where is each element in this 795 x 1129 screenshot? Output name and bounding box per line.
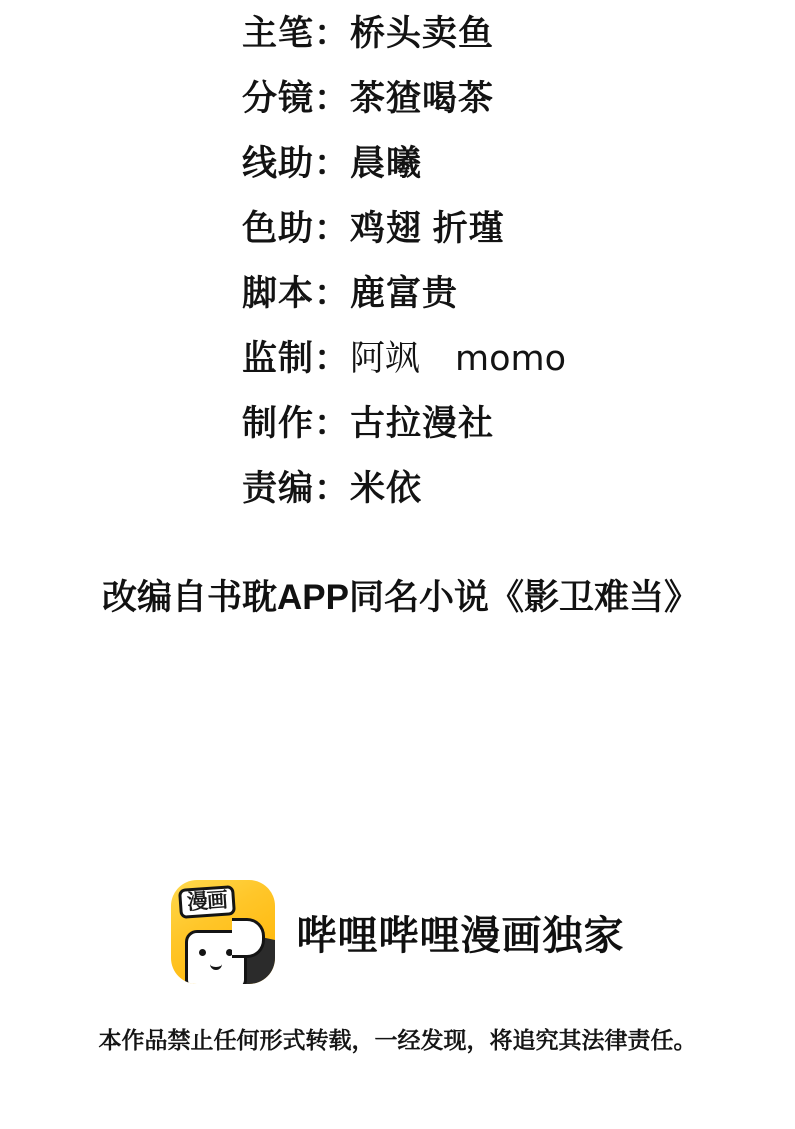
credit-row [242, 331, 795, 396]
credit-colon: ： [314, 209, 351, 248]
credit-row [242, 71, 795, 136]
credit-row [242, 266, 795, 331]
credit-row [242, 396, 795, 461]
credit-name: 茶猹喝茶 [350, 79, 495, 118]
logo-tag-label: 漫画 [178, 885, 236, 919]
credit-colon: ： [314, 79, 351, 118]
credit-colon: ： [314, 404, 351, 443]
credit-name: 鸡翅 折瑾 [350, 209, 505, 248]
credit-role: 色助 [242, 209, 315, 248]
bilibili-comics-logo-icon [171, 880, 275, 984]
credit-row [242, 6, 795, 71]
credit-role: 责编 [242, 469, 315, 508]
credit-colon: ： [314, 339, 351, 378]
credit-colon: ： [314, 144, 351, 183]
credit-row [242, 136, 795, 201]
mascot-mouth-shape [210, 961, 222, 970]
credit-colon: ： [314, 14, 351, 53]
credit-role: 分镜 [242, 79, 315, 118]
credit-name: 鹿富贵 [350, 274, 459, 313]
brand-text: 哔哩哔哩漫画独家 [296, 913, 625, 958]
credit-name: 米依 [350, 469, 423, 508]
credit-role: 线助 [242, 144, 315, 183]
mascot-ear-shape [232, 918, 265, 958]
credit-row [242, 201, 795, 266]
credit-colon: ： [314, 469, 351, 508]
credit-colon: ： [314, 274, 351, 313]
credits-list [0, 0, 795, 526]
credit-role: 主笔 [242, 14, 315, 53]
adaptation-note: 改编自书耽APP同名小说《影卫难当》 [102, 578, 699, 617]
credit-name: 晨曦 [350, 144, 423, 183]
credit-role: 监制 [242, 339, 315, 378]
brand-area [0, 880, 795, 984]
credit-name: 阿飒 momo [350, 339, 567, 379]
credit-role: 脚本 [242, 274, 315, 313]
copyright-notice: 本作品禁止任何形式转载，一经发现，将追究其法律责任。 [98, 1027, 697, 1053]
credit-name: 古拉漫社 [350, 404, 495, 443]
credit-row [242, 461, 795, 526]
credit-name: 桥头卖鱼 [350, 14, 495, 53]
credit-role: 制作 [242, 404, 315, 443]
